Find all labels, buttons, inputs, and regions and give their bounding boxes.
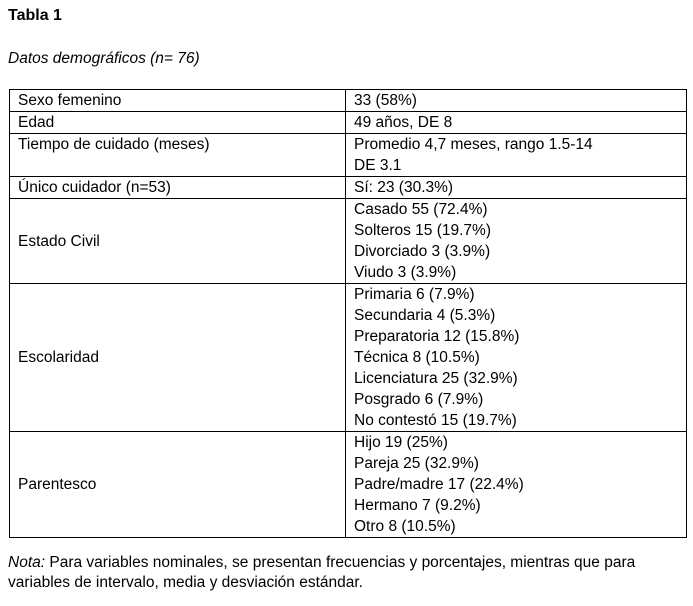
table-title: Tabla 1 xyxy=(8,7,62,24)
note-text: Para variables nominales, se presentan frecuencias y porcentajes, mientras que para variables de intervalo, media y desviación estándar. xyxy=(8,554,636,591)
row-value xyxy=(346,432,687,538)
row-label: Estado Civil xyxy=(10,199,346,284)
row-label: Único cuidador (n=53) xyxy=(10,177,346,199)
row-value xyxy=(346,134,687,177)
table-row xyxy=(10,199,687,284)
table-row xyxy=(10,284,687,432)
value-line: 33 (58%) xyxy=(354,92,417,109)
value-line: No contestó 15 (19.7%) xyxy=(354,412,517,429)
row-label: Edad xyxy=(10,112,346,134)
value-line: Padre/madre 17 (22.4%) xyxy=(354,476,524,493)
row-value xyxy=(346,112,687,134)
value-line: Primaria 6 (7.9%) xyxy=(354,286,475,303)
value-line: Casado 55 (72.4%) xyxy=(354,201,488,218)
value-line: DE 3.1 xyxy=(354,157,402,174)
value-line: Técnica 8 (10.5%) xyxy=(354,349,480,366)
value-line: Viudo 3 (3.9%) xyxy=(354,264,457,281)
value-line: Preparatoria 12 (15.8%) xyxy=(354,328,520,345)
value-line: Solteros 15 (19.7%) xyxy=(354,222,491,239)
row-label: Tiempo de cuidado (meses) xyxy=(10,134,346,177)
value-line: Hijo 19 (25%) xyxy=(354,434,448,451)
value-line: Hermano 7 (9.2%) xyxy=(354,497,481,514)
row-value xyxy=(346,199,687,284)
value-line: Divorciado 3 (3.9%) xyxy=(354,243,491,260)
demographics-table xyxy=(9,89,687,538)
note-label: Nota: xyxy=(8,554,46,571)
table-note xyxy=(8,553,688,593)
value-line: Posgrado 6 (7.9%) xyxy=(354,391,484,408)
table-row xyxy=(10,112,687,134)
row-label: Parentesco xyxy=(10,432,346,538)
table-subtitle: Datos demográficos (n= 76) xyxy=(8,50,200,67)
table-row xyxy=(10,90,687,112)
table-row xyxy=(10,432,687,538)
table-row xyxy=(10,177,687,199)
value-line: Pareja 25 (32.9%) xyxy=(354,455,479,472)
value-line: Sí: 23 (30.3%) xyxy=(354,179,454,196)
value-line: Secundaria 4 (5.3%) xyxy=(354,307,496,324)
row-label: Escolaridad xyxy=(10,284,346,432)
value-line: Licenciatura 25 (32.9%) xyxy=(354,370,518,387)
row-value xyxy=(346,177,687,199)
row-value xyxy=(346,284,687,432)
row-value xyxy=(346,90,687,112)
value-line: Otro 8 (10.5%) xyxy=(354,518,456,535)
value-line: 49 años, DE 8 xyxy=(354,114,453,131)
table-row xyxy=(10,134,687,177)
row-label: Sexo femenino xyxy=(10,90,346,112)
value-line: Promedio 4,7 meses, rango 1.5-14 xyxy=(354,136,593,153)
